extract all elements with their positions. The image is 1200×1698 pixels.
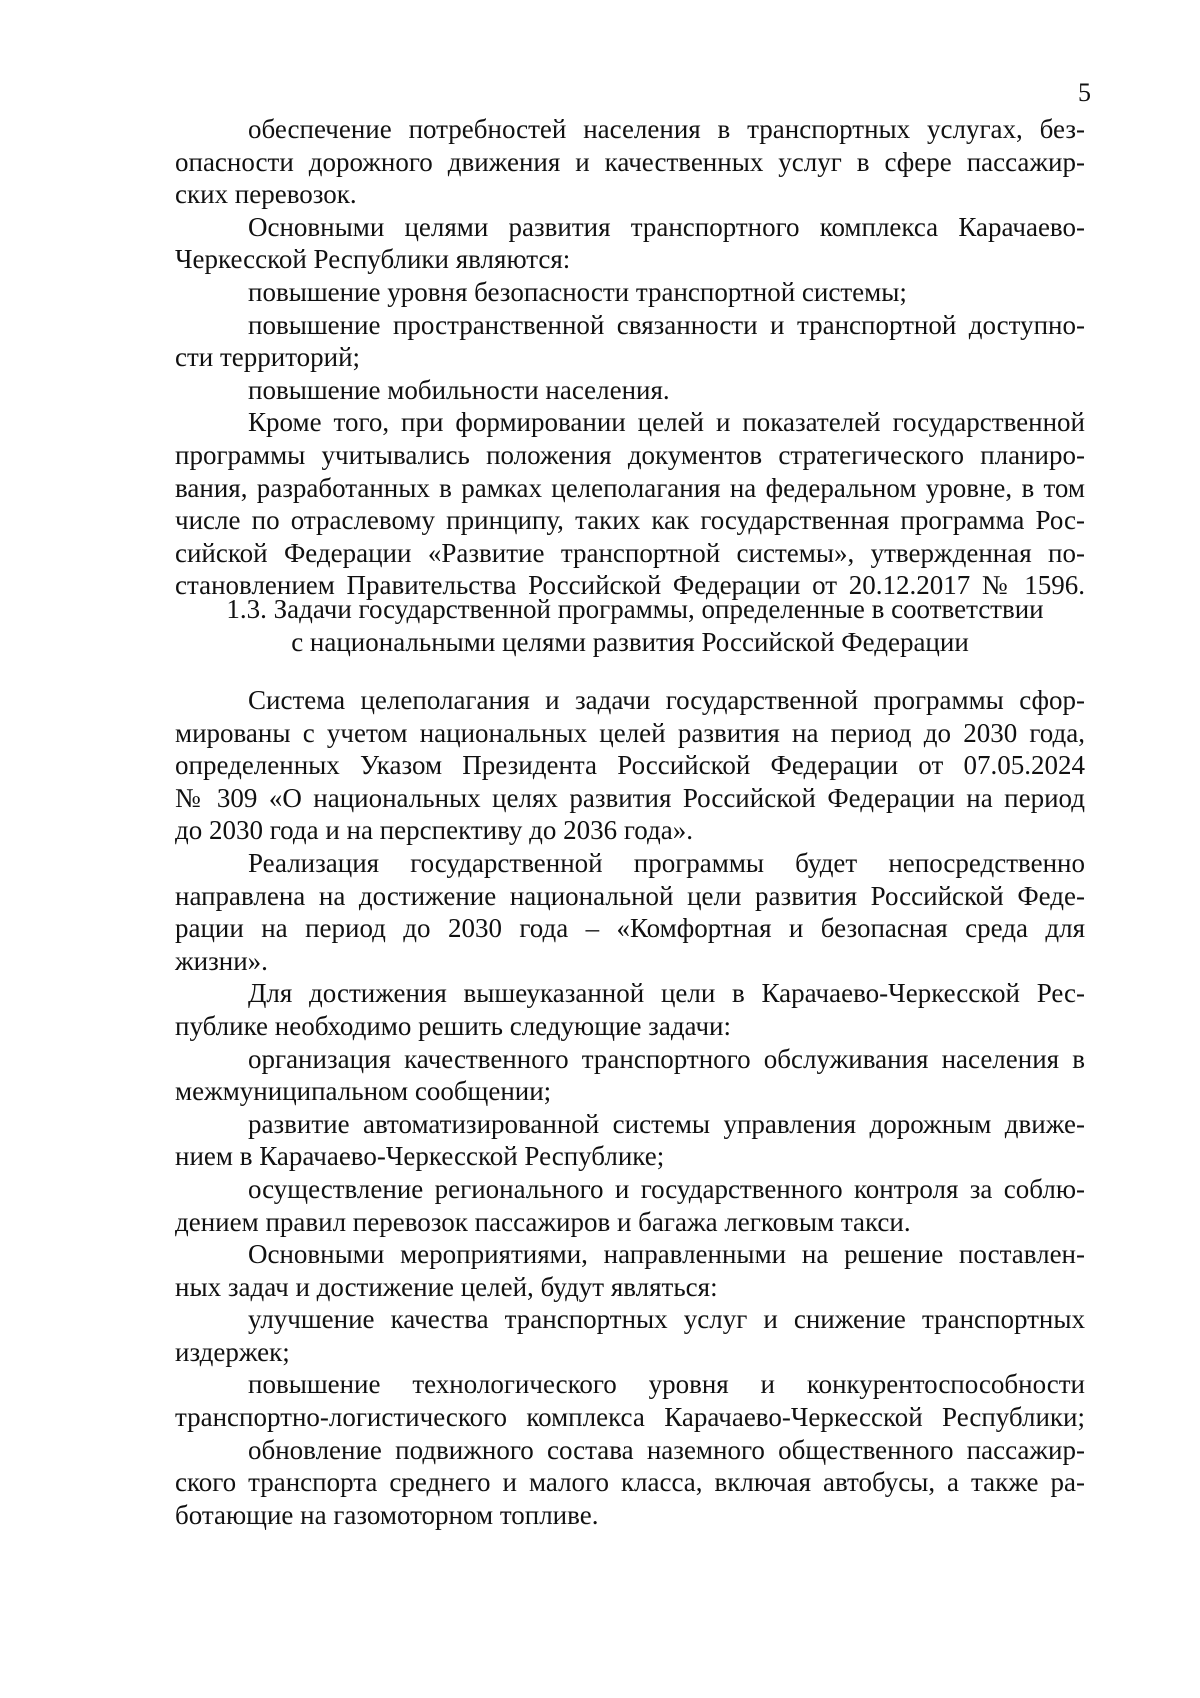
text-line: транспортно-логистического комплекса Карачаево-Черкесской Республики; [175, 1402, 1085, 1433]
text-line: жизни». [175, 945, 268, 976]
text-line: ских перевозок. [175, 179, 357, 210]
text-line: обновление подвижного состава наземного общественного пассажир- [248, 1434, 1085, 1465]
text-line: становлением Правительства Российской Федерации от 20.12.2017 № 1596. [175, 570, 1085, 601]
text-line: нием в Карачаево-Черкесской Республике; [175, 1141, 665, 1172]
text-line: сти территорий; [175, 342, 361, 373]
text-line: Система целеполагания и задачи государственной программы сфор- [248, 685, 1085, 715]
tasks-section [175, 684, 1085, 1531]
text-line: программы учитывались положения документов стратегического планиро- [175, 439, 1085, 470]
text-line: ботающие на газомоторном топливе. [175, 1499, 599, 1530]
page-number: 5 [1078, 78, 1091, 107]
text-line: обеспечение потребностей населения в транспортных услугах, без- [248, 114, 1085, 144]
text-line: опасности дорожного движения и качественных услуг в сфере пассажир- [175, 146, 1085, 177]
text-line: издержек; [175, 1336, 290, 1367]
text-line: Черкесской Республики являются: [175, 244, 571, 275]
text-line: направлена на достижение национальной цели развития Российской Феде- [175, 880, 1085, 911]
text-line: Основными целями развития транспортного комплекса Карачаево- [248, 211, 1085, 242]
text-line: повышение мобильности населения. [248, 374, 670, 405]
text-line: числе по отраслевому принципу, таких как государственная программа Рос- [175, 505, 1085, 536]
text-line: повышение технологического уровня и конкурентоспособности [248, 1369, 1085, 1400]
text-line: организация качественного транспортного обслуживания населения в [248, 1043, 1085, 1074]
text-line: повышение пространственной связанности и транспортной доступно- [248, 309, 1085, 340]
text-line: рации на период до 2030 года – «Комфортная и безопасная среда для [175, 913, 1085, 944]
text-line: сийской Федерации «Развитие транспортной системы», утвержденная по- [175, 537, 1085, 568]
text-line: повышение уровня безопасности транспортной системы; [248, 276, 907, 307]
text-line: дением правил перевозок пассажиров и багажа легковым такси. [175, 1206, 911, 1237]
text-line: определенных Указом Президента Российской Федерации от 07.05.2024 [175, 750, 1085, 781]
text-line: развитие автоматизированной системы управления дорожным движе- [248, 1108, 1085, 1139]
text-line: Основными мероприятиями, направленными на решение поставлен- [248, 1239, 1085, 1270]
text-line: Для достижения вышеуказанной цели в Карачаево-Черкесской Рес- [248, 978, 1085, 1009]
text-line: до 2030 года и на перспективу до 2036 года». [175, 815, 693, 846]
text-line: межмуниципальном сообщении; [175, 1076, 552, 1107]
goals-section [175, 113, 1085, 602]
text-line: ского транспорта среднего и малого класса, включая автобусы, а также ра- [175, 1467, 1085, 1498]
text-line: осуществление регионального и государственного контроля за соблю- [248, 1173, 1085, 1204]
text-line: ных задач и достижение целей, будут являться: [175, 1271, 718, 1302]
heading-line: с национальными целями развития Российской Федерации [291, 626, 969, 657]
section-heading [175, 593, 1085, 658]
text-line: вания, разработанных в рамках целеполагания на федеральном уровне, в том [175, 472, 1085, 503]
text-line: улучшение качества транспортных услуг и снижение транспортных [248, 1304, 1085, 1335]
text-line: мированы с учетом национальных целей развития на период до 2030 года, [175, 717, 1085, 748]
heading-line: 1.3. Задачи государственной программы, определенные в соответствии [226, 594, 1044, 624]
text-line: публике необходимо решить следующие задачи: [175, 1010, 731, 1041]
text-line: № 309 «О национальных целях развития Российской Федерации на период [175, 782, 1085, 813]
text-line: Реализация государственной программы будет непосредственно [248, 847, 1085, 878]
text-line: Кроме того, при формировании целей и показателей государственной [248, 407, 1085, 438]
